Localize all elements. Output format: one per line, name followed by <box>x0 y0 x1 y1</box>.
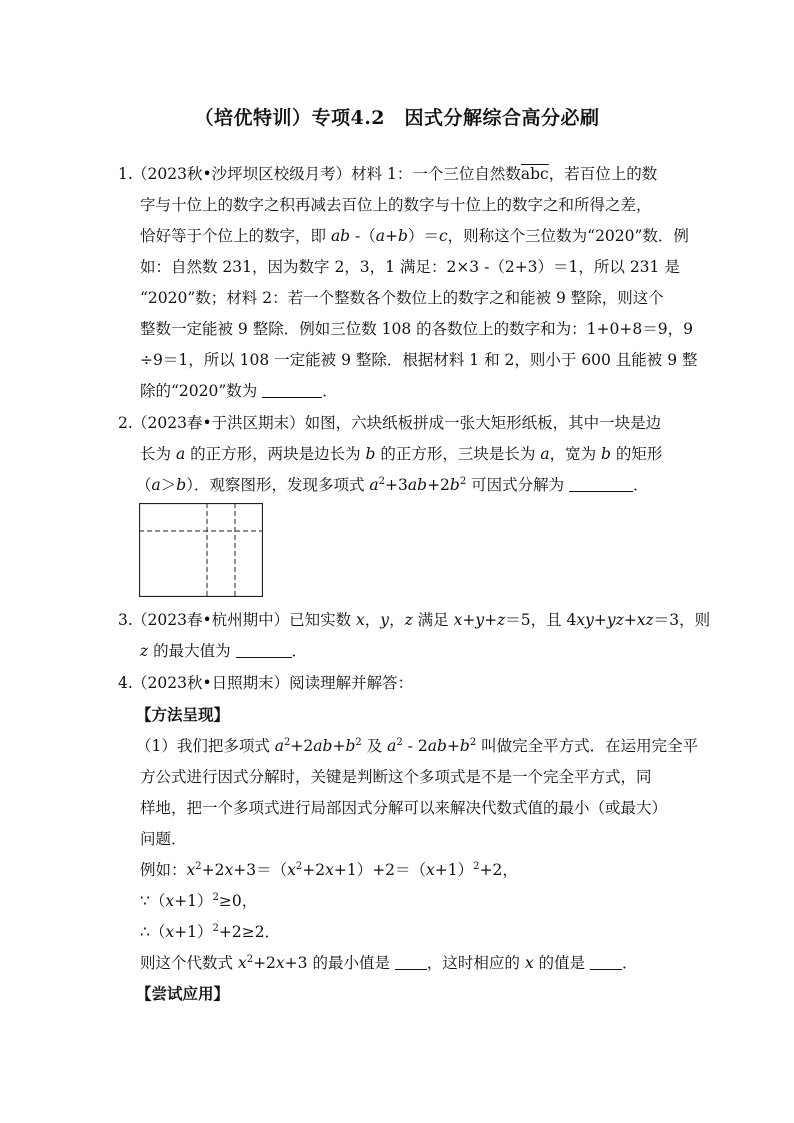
question-3-line-1: （2023春•杭州期中）已知实数 x，y，z 满足 x+y+z＝5，且 4xy+yz+xz＝3，则 <box>132 611 711 629</box>
question-1-line-3: 恰好等于个位上的数字，即 ab -（a+b）＝c，则称这个三位数为“2020”数．例 <box>140 227 689 245</box>
question-1-line-7: ÷9＝1，所以 108 一定能被 9 整除．根据材料 1 和 2，则小于 600 且能被 9 整 <box>140 351 698 369</box>
question-4-line-1: （2023秋•日照期末）阅读理解并解答： <box>132 674 414 692</box>
question-1-line-8: 除的“2020”数为 ． <box>140 382 338 400</box>
question-2-line-2: 长为 a 的正方形，两块是边长为 b 的正方形，三块是长为 a，宽为 b 的矩形 <box>140 445 663 463</box>
question-4-para-3: 样地，把一个多项式进行局部因式分解可以来解决代数式值的最小（或最大） <box>140 799 668 817</box>
answer-blank[interactable] <box>262 383 322 398</box>
question-2-line-3: （a＞b）．观察图形，发现多项式 $a^2+3ab+2b^2$ 可因式分解为 ． <box>136 476 649 494</box>
question-2-line-1: （2023春•于洪区期末）如图，六块纸板拼成一张大矩形纸板，其中一块是边 <box>132 414 662 432</box>
answer-blank[interactable] <box>395 955 427 970</box>
question-4-para-1: （1）我们把多项式 $a^2+2ab+b^2$ 及 $a^2 - 2ab+b^2$ 叫做完全平方式．在运用完全平 <box>136 737 699 755</box>
answer-blank[interactable] <box>569 477 633 492</box>
because-line: $\because(x+1)^2\ge 0$， <box>140 892 258 910</box>
question-1-line-1: （2023秋•沙坪坝区校级月考）材料 1：一个三位自然数$\overline{abc}$，若百位上的数 <box>132 165 658 183</box>
rectangle-figure <box>139 503 263 597</box>
question-1-number: 1. <box>118 165 133 183</box>
question-4-prompt: 则这个代数式 $x^2+2x+3$ 的最小值是 ，这时相应的 x 的值是 ． <box>140 954 638 972</box>
question-1-line-4: 如：自然数 231，因为数字 2，3，1 满足：2×3 -（2+3）＝1，所以 231 是 <box>140 258 680 276</box>
question-1-line-2: 字与十位上的数字之积再减去百位上的数字与十位上的数字之和所得之差， <box>140 196 652 214</box>
question-1-line-6: 整数一定能被 9 整除．例如三位数 108 的各数位上的数字和为：1+0+8＝9，9 <box>140 320 693 338</box>
question-4-para-2: 方公式进行因式分解时，关键是判断这个多项式是不是一个完全平方式，同 <box>140 768 652 786</box>
try-heading: 【尝试应用】 <box>136 984 230 1003</box>
therefore-line: $\therefore(x+1)^2+2\ge 2$． <box>140 923 281 941</box>
answer-blank[interactable] <box>236 643 292 658</box>
method-heading: 【方法呈现】 <box>136 705 230 724</box>
page-title: （培优特训）专项4.2 因式分解综合高分必刷 <box>194 107 600 129</box>
question-1-line-5: “2020”数；材料 2：若一个整数各个数位上的数字之和能被 9 整除，则这个 <box>140 289 664 307</box>
question-4-number: 4. <box>118 674 133 692</box>
question-2-number: 2. <box>118 414 133 432</box>
question-3-line-2: z 的最大值为 ． <box>140 642 308 660</box>
example-line: 例如：$x^2+2x+3=(x^2+2x+1)+2=(x+1)^2+2$， <box>140 861 518 879</box>
question-3-number: 3. <box>118 611 133 629</box>
abc-overline: $\overline{abc}$ <box>520 165 549 183</box>
answer-blank[interactable] <box>590 955 622 970</box>
question-4-para-4: 问题． <box>140 830 187 848</box>
